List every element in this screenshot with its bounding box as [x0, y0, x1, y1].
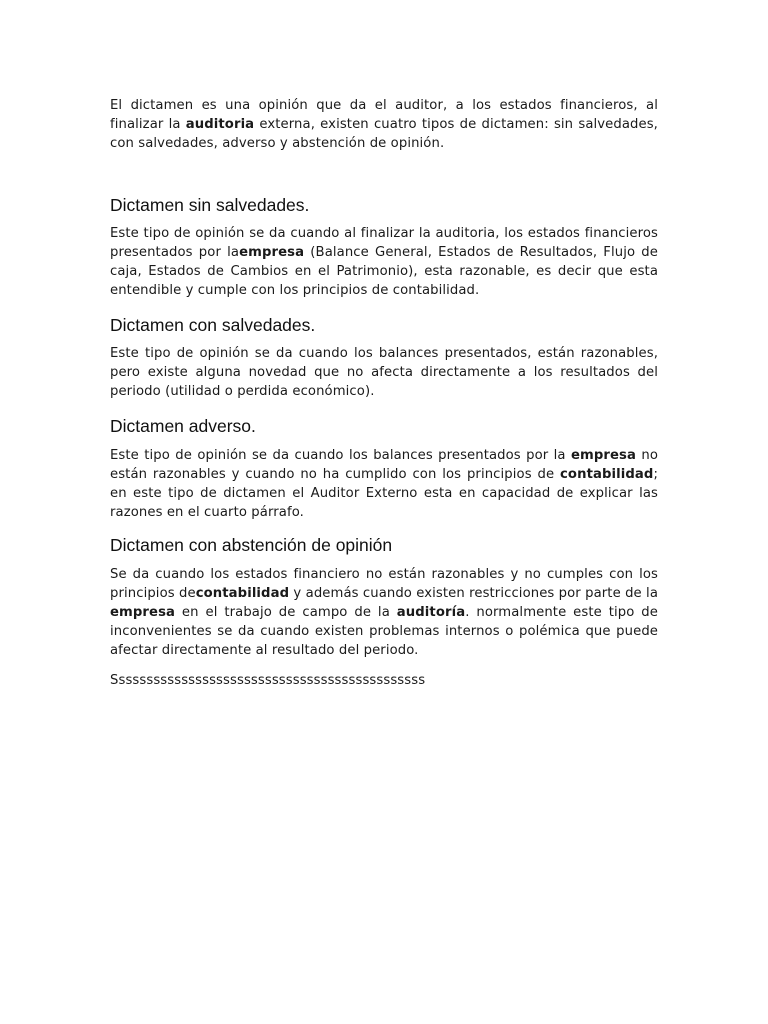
text-run: externa, existen cuatro tipos de dictamen: sin salvedades, con salvedades, adverso y abstención de opinión. [110, 117, 658, 151]
document-page [110, 96, 658, 690]
heading-abstencion: Dictamen con abstención de opinión [110, 535, 393, 555]
bold-term: auditoría [396, 605, 466, 620]
bold-term: empresa [239, 245, 305, 260]
bold-term: auditoria [185, 117, 255, 132]
text-run: Este tipo de opinión se da cuando al finalizar la auditoria, los estados financieros presentados por la [110, 226, 658, 260]
heading-adverso: Dictamen adverso. [110, 416, 256, 436]
bold-term: contabilidad [195, 586, 290, 601]
paragraph-con-salvedades [110, 344, 658, 401]
bold-term: contabilidad [560, 467, 654, 482]
heading-con-salvedades: Dictamen con salvedades. [110, 315, 316, 335]
text-run: . normalmente este tipo de inconvenientes se da cuando existen problemas internos o polémica que puede afectar directamente al resultado del periodo. [110, 605, 658, 658]
text-run: Este tipo de opinión se da cuando los balances presentados, están razonables, pero existe alguna novedad que no afecta directamente a los resultados del periodo (utilidad o perdida económico). [110, 346, 658, 399]
bold-term: empresa [570, 448, 636, 463]
paragraph-sin-salvedades [110, 224, 658, 300]
trailing-text: Sssssssssssssssssssssssssssssssssssssssssssss [110, 673, 426, 688]
paragraph-abstencion [110, 565, 658, 660]
heading-sin-salvedades: Dictamen sin salvedades. [110, 195, 310, 215]
text-run: no están razonables y cuando no ha cumplido con los principios de [110, 448, 658, 482]
bold-term: empresa [110, 605, 176, 620]
text-run: Se da cuando los estados financiero no están razonables y no cumples con los principios de [110, 567, 658, 601]
text-run: ; en este tipo de dictamen el Auditor Externo esta en capacidad de explicar las razones en el cuarto párrafo. [110, 467, 658, 520]
text-run: y además cuando existen restricciones por parte de la [289, 586, 658, 601]
text-run: Este tipo de opinión se da cuando los balances presentados por la [110, 448, 571, 463]
intro-paragraph [110, 96, 658, 153]
text-run: (Balance General, Estados de Resultados, Flujo de caja, Estados de Cambios en el Patrimonio), esta razonable, es decir que esta entendible y cumple con los principios de contabilidad. [110, 245, 658, 298]
text-run: El dictamen es una opinión que da el auditor, a los estados financieros, al finalizar la [110, 98, 658, 132]
text-run: en el trabajo de campo de la [175, 605, 397, 620]
paragraph-adverso [110, 446, 658, 522]
